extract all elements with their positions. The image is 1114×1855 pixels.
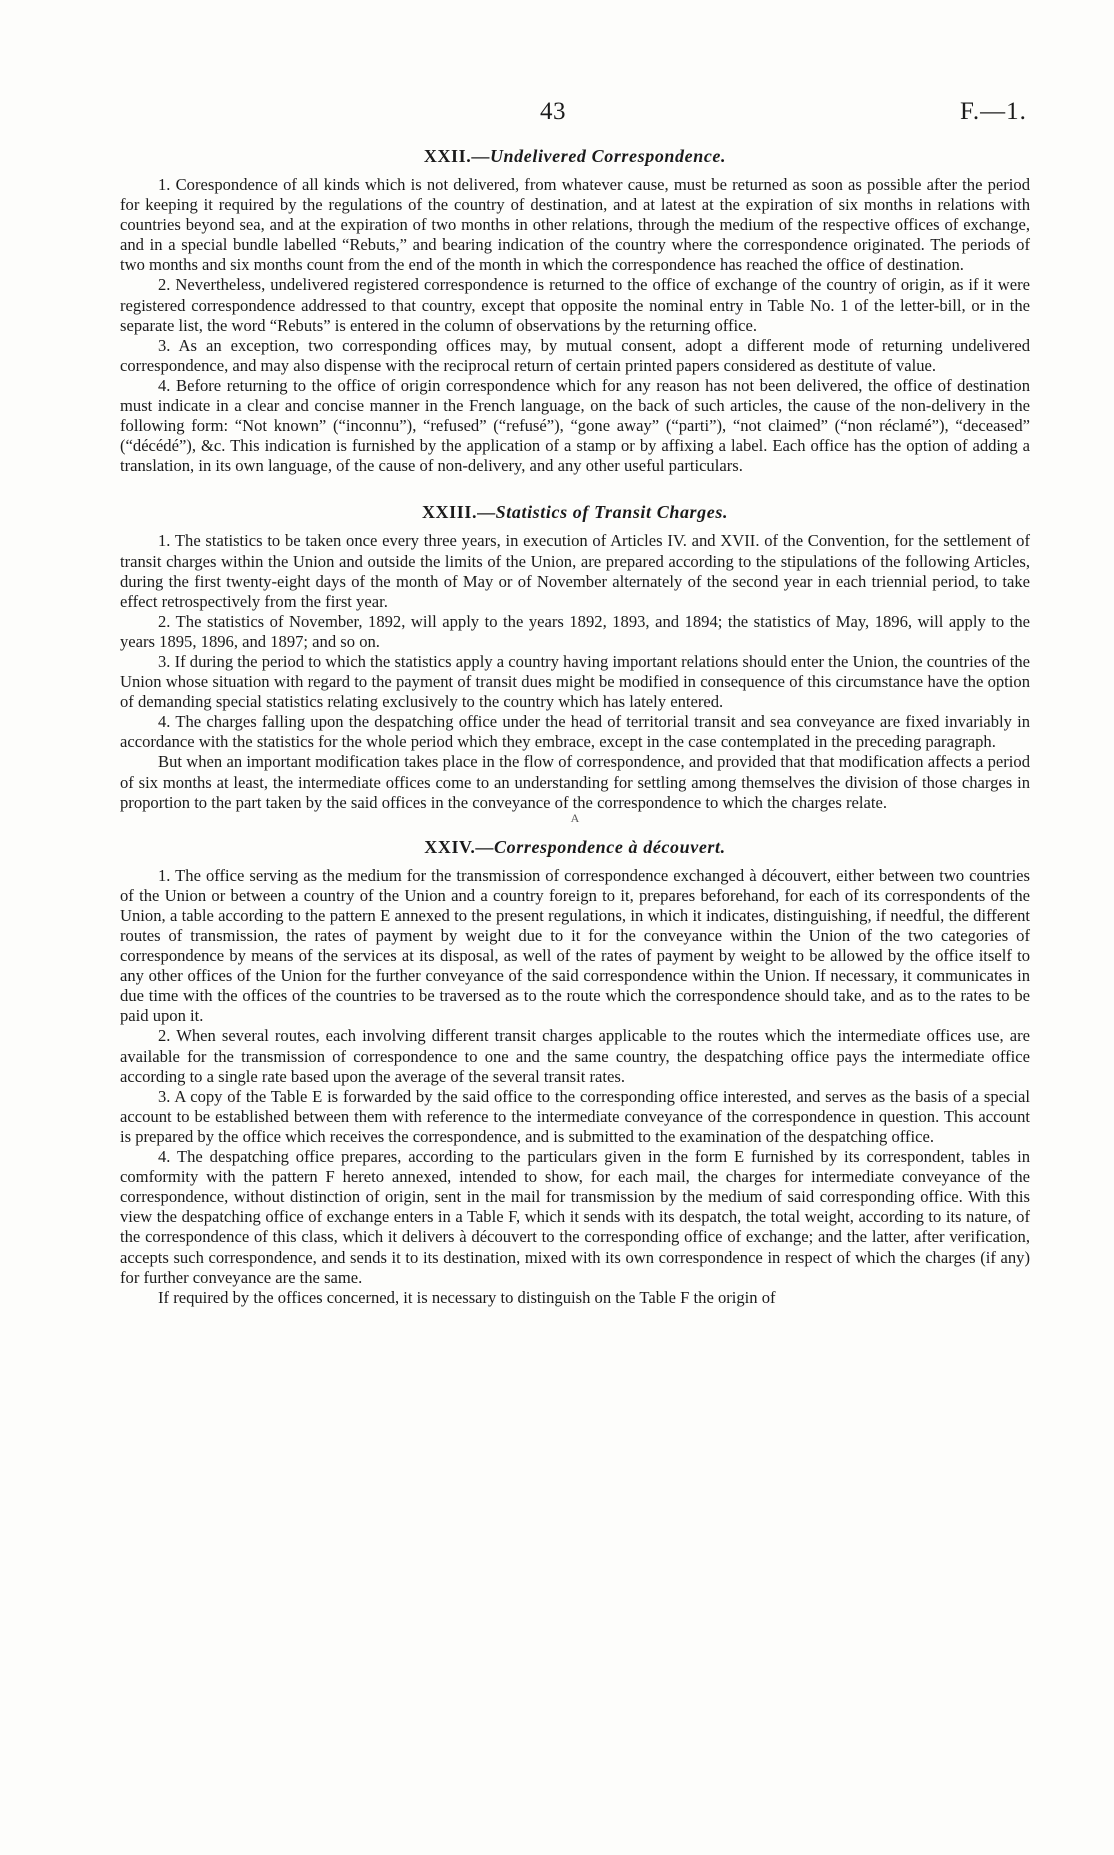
section-number: XXIII.— [421, 502, 496, 523]
paragraph: 3. As an exception, two corresponding offices may, by mutual consent, adopt a different mode of returning undelivered correspondence, and may also dispense with the reciprocal return of certain printed papers considered as destitute of value. [120, 335, 1030, 375]
section-title: Statistics of Transit Charges. [495, 502, 729, 523]
page-number: 43 [540, 98, 566, 125]
section-heading [120, 146, 1030, 167]
section-number: XXII.— [423, 146, 490, 166]
paragraph: 4. The despatching office prepares, according to the particulars given in the form E furnished by its correspondent, tables in comformity with the pattern F hereto annexed, intended to show, for each mail, the charges for intermediate conveyance of the correspondence, without distinction of origin, sent in the mail for transmission by the medium of said corresponding office. With this view the despatching office of exchange enters in a Table F, which it sends with its despatch, the total weight, according to its nature, of the correspondence of this class, which it delivers à découvert to the corresponding office of exchange; and the latter, after verification, accepts such correspondence, and sends it to its destination, mixed with its own correspondence in respect of which the charges (if any) for further conveyance are the same. [120, 1147, 1030, 1287]
paragraph: 1. The statistics to be taken once every three years, in execution of Articles IV. and XVII. of the Convention, for the settlement of transit charges within the Union and outside the limits of the Union, are prepared according to the stipulations of the following Articles, during the first twenty-eight days of the month of May or of November alternately of the second year in each triennial period, to take effect retrospectively from the first year. [120, 531, 1030, 611]
paragraph: 2. When several routes, each involving different transit charges applicable to the routes which the intermediate offices use, are available for the transmission of correspondence to one and the same country, the despatching office pays the intermediate office according to a single rate based upon the average of the several transit rates. [120, 1026, 1030, 1086]
document-reference: F.—1. [960, 98, 1027, 125]
section-title: Undelivered Correspondence. [489, 146, 727, 166]
paragraph: 1. Corespondence of all kinds which is not delivered, from whatever cause, must be returned as soon as possible after the period for keeping it required by the regulations of the country of destination, and at latest at the expiration of six months in relations with countries beyond sea, and at the expiration of two months in other relations, through the medium of the respective offices of exchange, and in a special bundle labelled “Rebuts,” and bearing indication of the country where the correspondence originated. The periods of two months and six months count from the end of the month in which the correspondence has reached the office of destination. [120, 175, 1030, 275]
paragraph: 3. If during the period to which the statistics apply a country having important relations should enter the Union, the countries of the Union whose situation with regard to the payment of transit dues might be modified in consequence of this circumstance have the option of demanding special statistics relating exclusively to the country which has lately entered. [120, 651, 1030, 712]
section-gap [120, 823, 1030, 837]
paragraph: 4. The charges falling upon the despatching office under the head of territorial transit and sea conveyance are fixed invariably in accordance with the statistics for the whole period which they embrace, except in the case contemplated in the preceding paragraph. [120, 712, 1030, 752]
section-xxii [120, 146, 1030, 476]
paragraph: If required by the offices concerned, it is necessary to distinguish on the Table F the origin of [158, 1287, 776, 1307]
section-number: XXIV.— [424, 836, 495, 857]
paragraph: 3. A copy of the Table E is forwarded by the said office to the corresponding office interested, and serves as the basis of a special account to be established between them with reference to the intermediate conveyance of the correspondence in question. This account is prepared by the office which receives the correspondence, and is submitted to the examination of the despatching office. [120, 1086, 1030, 1146]
paragraph: But when an important modification takes place in the flow of correspondence, and provided that that modification affects a period of six months at least, the intermediate offices come to an understanding for settling among themselves the division of those charges in proportion to the part taken by the said offices in the conveyance of the correspondence to which the charges relate. [120, 752, 1030, 812]
stray-print-mark: A [570, 810, 580, 825]
section-heading [120, 837, 1030, 858]
section-gap [120, 476, 1030, 502]
page-content [120, 146, 1030, 1308]
page-header [0, 92, 1114, 132]
paragraph: 1. The office serving as the medium for the transmission of correspondence exchanged à découvert, either between two countries of the Union or between a country of the Union and a country foreign to it, prepares beforehand, for each of its correspondents of the Union, a table according to the pattern E annexed to the present regulations, in which it indicates, distinguishing, if needful, the different routes of transmission, the rates of payment by weight due to it for the conveyance within the Union of the two categories of correspondence by means of the services at its disposal, as well of the rates of payment by weight to be allowed by the office itself to any other offices of the Union for the further conveyance of the said correspondence within the Union. If necessary, it communicates in due time with the offices of the countries to be traversed as to the route which the correspondence should take, and as to the rates to be paid upon it. [120, 865, 1030, 1026]
paragraph: 2. Nevertheless, undelivered registered correspondence is returned to the office of exchange of the country of origin, as if it were registered correspondence addressed to that country, except that opposite the nominal entry in Table No. 1 of the letter-bill, or in the separate list, the word “Rebuts” is entered in the column of observations by the returning office. [120, 275, 1030, 335]
paragraph: 4. Before returning to the office of origin correspondence which for any reason has not been delivered, the office of destination must indicate in a clear and concise manner in the French language, on the back of such articles, the cause of the non-delivery in the following form: “Not known” (“inconnu”), “refused” (“refusé”), “gone away” (“parti”), “not claimed” (“non réclamé”), “deceased” (“décédé”), &c. This indication is furnished by the application of a stamp or by affixing a label. Each office has the option of adding a translation, in its own language, of the cause of non-delivery, and any other useful particulars. [120, 375, 1030, 476]
section-xxiii [120, 502, 1030, 825]
section-heading [120, 502, 1030, 523]
section-xxiv [120, 837, 1030, 1308]
section-title: Correspondence à découvert. [494, 836, 726, 857]
paragraph: 2. The statistics of November, 1892, will apply to the years 1892, 1893, and 1894; the statistics of May, 1896, will apply to the years 1895, 1896, and 1897; and so on. [120, 611, 1030, 651]
